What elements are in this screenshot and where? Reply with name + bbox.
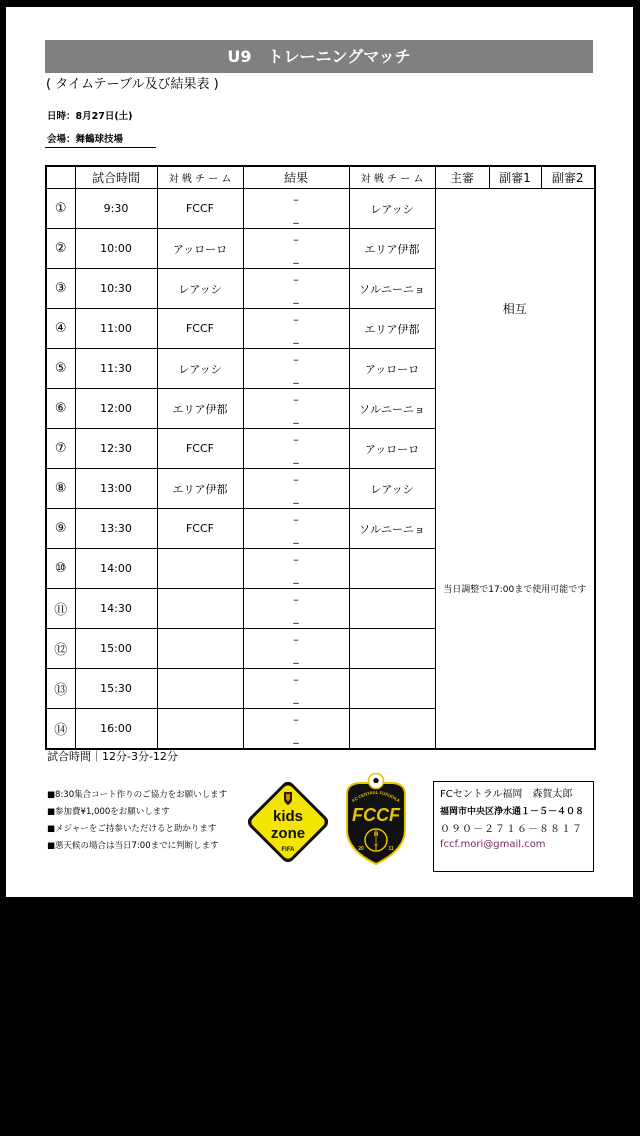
match-number: ⑫ (46, 629, 75, 669)
result-bottom: _ (293, 290, 299, 304)
match-number: ① (46, 189, 75, 229)
team-a: エリア伊都 (157, 469, 243, 509)
kids-zone-word-fifa: FIFA (281, 847, 295, 853)
match-time: 12:30 (75, 429, 157, 469)
result-cell (243, 349, 349, 389)
team-a (157, 629, 243, 669)
page-subtitle: ( タイムテーブル及び結果表 ) (46, 77, 219, 92)
team-b (349, 549, 435, 589)
result-bottom: _ (293, 410, 299, 424)
result-bottom: _ (293, 450, 299, 464)
note-item: ■メジャーをご持参いただけると助かります (47, 824, 217, 834)
header-match-time: 試合時間 (75, 166, 157, 189)
team-a: レアッシ (157, 349, 243, 389)
match-number: ⑧ (46, 469, 75, 509)
kids-zone-logo-graphic (245, 779, 331, 865)
team-b: ソルニーニョ (349, 269, 435, 309)
result-top: – (293, 592, 299, 606)
result-top: – (293, 432, 299, 446)
team-b (349, 589, 435, 629)
team-b (349, 669, 435, 709)
result-top: – (293, 712, 299, 726)
result-bottom: _ (293, 210, 299, 224)
contact-name: FCセントラル福岡 森賀太郎 (440, 789, 573, 800)
result-cell (243, 709, 349, 750)
referee-mutual: 相互 (435, 189, 595, 429)
team-a: FCCF (157, 309, 243, 349)
fccf-crest-h: H (373, 832, 379, 838)
result-bottom: _ (293, 690, 299, 704)
match-time: 10:00 (75, 229, 157, 269)
team-a: エリア伊都 (157, 389, 243, 429)
header-assistant-1: 副審1 (489, 166, 541, 189)
match-number: ⑥ (46, 389, 75, 429)
team-b: レアッシ (349, 189, 435, 229)
result-cell (243, 629, 349, 669)
match-time: 13:30 (75, 509, 157, 549)
team-b: ソルニーニョ (349, 509, 435, 549)
match-number: ③ (46, 269, 75, 309)
result-top: – (293, 672, 299, 686)
fccf-crest-t: T (374, 845, 378, 851)
result-cell (243, 189, 349, 229)
result-cell (243, 589, 349, 629)
result-bottom: _ (293, 330, 299, 344)
team-b: エリア伊都 (349, 229, 435, 269)
note-item: ■8:30集合コート作りのご協力をお願いします (47, 790, 228, 800)
match-format: 試合時間｜12分-3分-12分 (47, 750, 178, 763)
contact-address: 福岡市中央区浄水通１－５－４０８ (440, 807, 585, 817)
team-a (157, 589, 243, 629)
result-cell (243, 549, 349, 589)
table-row (46, 189, 595, 229)
header-referee: 主審 (435, 166, 489, 189)
team-a: FCCF (157, 189, 243, 229)
kids-zone-word-zone: zone (270, 825, 306, 842)
result-cell (243, 389, 349, 429)
table-row (46, 429, 595, 469)
result-top: – (293, 392, 299, 406)
result-bottom: _ (293, 530, 299, 544)
match-time: 10:30 (75, 269, 157, 309)
match-number: ⑩ (46, 549, 75, 589)
match-number: ④ (46, 309, 75, 349)
note-item: ■参加費¥1,000をお願いします (47, 807, 170, 817)
match-time: 11:30 (75, 349, 157, 389)
header-assistant-2: 副審2 (541, 166, 595, 189)
fccf-crest-year-left: 20 (358, 846, 364, 852)
match-schedule-table (45, 165, 596, 750)
match-number: ② (46, 229, 75, 269)
fccf-arc-label: FC CENTRAL FUKUOKA (351, 789, 401, 804)
event-venue: 会場：舞鶴球技場 (45, 132, 156, 148)
result-cell (243, 669, 349, 709)
result-bottom: _ (293, 610, 299, 624)
referee-note: 当日調整で17:00まで使用可能です (435, 429, 595, 750)
match-time: 13:00 (75, 469, 157, 509)
contact-phone: ０９０－２７１６－８８１７ (440, 824, 583, 835)
match-time: 14:00 (75, 549, 157, 589)
match-time: 15:30 (75, 669, 157, 709)
match-number: ⑦ (46, 429, 75, 469)
result-bottom: _ (293, 650, 299, 664)
result-top: – (293, 232, 299, 246)
result-cell (243, 509, 349, 549)
result-cell (243, 469, 349, 509)
fccf-wordmark: FCCF (352, 805, 400, 825)
kids-zone-logo (245, 779, 331, 865)
event-date: 日時：8月27日(土) (47, 111, 133, 122)
match-time: 9:30 (75, 189, 157, 229)
match-number: ⑤ (46, 349, 75, 389)
result-bottom: _ (293, 250, 299, 264)
result-top: – (293, 512, 299, 526)
result-top: – (293, 472, 299, 486)
team-b: アッローロ (349, 429, 435, 469)
team-a: FCCF (157, 509, 243, 549)
team-a (157, 669, 243, 709)
team-b (349, 709, 435, 750)
result-cell (243, 269, 349, 309)
team-a: FCCF (157, 429, 243, 469)
result-bottom: _ (293, 370, 299, 384)
result-top: – (293, 632, 299, 646)
kids-zone-word-kids: kids (272, 808, 304, 825)
team-a: レアッシ (157, 269, 243, 309)
result-top: – (293, 352, 299, 366)
team-a (157, 709, 243, 750)
result-top: – (293, 192, 299, 206)
match-number: ⑬ (46, 669, 75, 709)
result-bottom: _ (293, 490, 299, 504)
result-cell (243, 309, 349, 349)
fccf-crest-graphic (341, 772, 411, 866)
header-team-b: 対 戦 チ ー ム (349, 166, 435, 189)
team-b: ソルニーニョ (349, 389, 435, 429)
result-cell (243, 229, 349, 269)
result-bottom: _ (293, 730, 299, 744)
result-cell (243, 429, 349, 469)
match-number: ⑭ (46, 709, 75, 750)
contact-box (433, 781, 594, 872)
match-number: ⑨ (46, 509, 75, 549)
match-time: 12:00 (75, 389, 157, 429)
match-number: ⑪ (46, 589, 75, 629)
notes-list (47, 787, 227, 855)
fccf-crest-year-right: 11 (388, 846, 394, 852)
match-time: 16:00 (75, 709, 157, 750)
fccf-crest-logo (341, 772, 411, 866)
result-top: – (293, 312, 299, 326)
team-b: エリア伊都 (349, 309, 435, 349)
team-a: アッローロ (157, 229, 243, 269)
page-title: U9 トレーニングマッチ (45, 40, 593, 73)
match-time: 11:00 (75, 309, 157, 349)
match-time: 15:00 (75, 629, 157, 669)
result-bottom: _ (293, 570, 299, 584)
header-number (46, 166, 75, 189)
team-a (157, 549, 243, 589)
header-result: 結果 (243, 166, 349, 189)
team-b: アッローロ (349, 349, 435, 389)
result-top: – (293, 272, 299, 286)
note-item: ■悪天候の場合は当日7:00までに判断します (47, 841, 219, 851)
match-time: 14:30 (75, 589, 157, 629)
team-b: レアッシ (349, 469, 435, 509)
table-header-row (46, 166, 595, 189)
header-team-a: 対 戦 チ ー ム (157, 166, 243, 189)
contact-email-link[interactable]: fccf.mori@gmail.com (440, 839, 546, 850)
team-b (349, 629, 435, 669)
result-top: – (293, 552, 299, 566)
